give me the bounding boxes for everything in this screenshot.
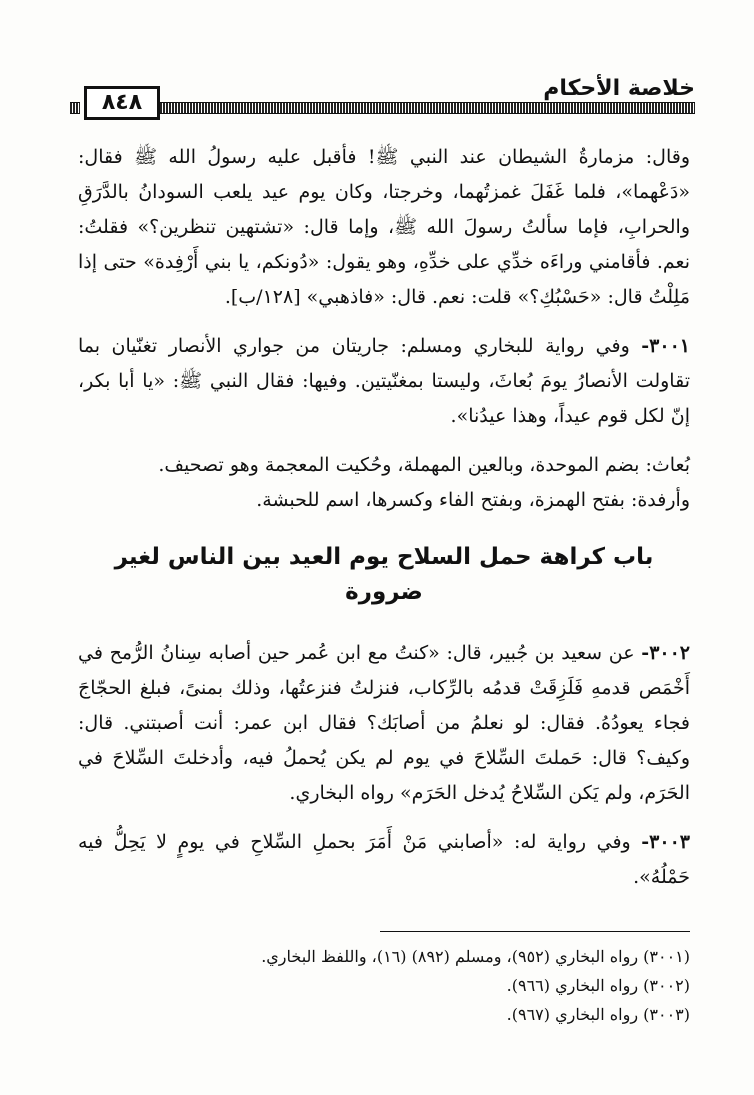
running-header bbox=[70, 72, 695, 128]
hadith-number: ٣٠٠٣- bbox=[641, 831, 690, 853]
book-title: خلاصة الأحكام bbox=[543, 76, 695, 101]
hadith-number: ٣٠٠١- bbox=[641, 335, 690, 357]
chapter-heading: باب كراهة حمل السلاح يوم العيد بين الناس لغير ضرورة bbox=[114, 544, 654, 605]
paragraph-3001 bbox=[78, 329, 690, 434]
footnote-item: (٣٠٠١) رواه البخاري (٩٥٢)، ومسلم (٨٩٢) (١٦)، واللفظ البخاري. bbox=[261, 947, 690, 966]
paragraph-text: وقال: مزمارةُ الشيطان عند النبي ﷺ! فأقبل عليه رسولُ الله ﷺ فقال: «دَعْهما»، فلما غَفَلَ غمزتُهما، وخرجتا، وكان يوم عيد يلعب السودانُ بالدَّرَقِ والحرابِ، فإما سألتُ رسولَ الله ﷺ، وإما قال: «تشتهين تنظرين؟» فقلتُ: نعم. فأقامني وراءَه خدِّي على خدِّهِ، وهو يقول: «دُونكم، يا بني أَرْفِدة» حتى إذا مَلِلْتُ قال: «حَسْبُكِ؟» قلت: نعم. قال: «فاذهبي» [١٢٨/ب]. bbox=[78, 146, 690, 308]
header-ornament-band bbox=[70, 102, 695, 114]
hadith-text: عن سعيد بن جُبير، قال: «كنتُ مع ابن عُمر حين أصابه سِنانُ الرُّمح في أَخْمَص قدمهِ فَلَزِقَتْ قدمُه بالرِّكاب، فنزلتُ فنزعتُها، وذلك بمنىً، فبلغ الحجّاجَ فجاء يعودُهُ. فقال: لو نعلمُ من أصابَك؟ فقال ابن عمر: أنت أصبتني. قال: وكيف؟ قال: حَملتَ السِّلاحَ في يوم لم يكن يُحملُ فيه، وأدخلتَ السِّلاحَ في الحَرَم، ولم يَكن السِّلاحُ يُدخل الحَرَم» رواه البخاري. bbox=[78, 642, 690, 804]
page-number: ٨٤٨ bbox=[84, 86, 160, 120]
paragraph-text: وفي رواية للبخاري ومسلم: جاريتان من جواري الأنصار تغنّيان بما تقاولت الأنصارُ يومَ بُعاثَ، وليستا بمغنّيتين. وفيها: فقال النبي ﷺ: «يا أبا بكر، إنّ لكل قوم عيداً، وهذا عيدُنا». bbox=[78, 335, 690, 427]
footnote-divider bbox=[380, 931, 690, 932]
footnote-item: (٣٠٠٣) رواه البخاري (٩٦٧). bbox=[506, 1005, 690, 1024]
footnotes bbox=[78, 942, 690, 1029]
note-arfida: وأرفدة: بفتح الهمزة، وبفتح الفاء وكسرها، اسم للحبشة. bbox=[256, 489, 690, 511]
hadith-number: ٣٠٠٢- bbox=[641, 642, 691, 664]
footnote-item: (٣٠٠٢) رواه البخاري (٩٦٦). bbox=[506, 976, 690, 995]
page-body bbox=[78, 140, 690, 909]
hadith-3003 bbox=[78, 825, 690, 895]
hadith-text: وفي رواية له: «أصابني مَنْ أَمَرَ بحملِ السِّلاحِ في يومٍ لا يَحِلُّ فيه حَمْلُهُ». bbox=[78, 831, 690, 888]
paragraph-continuation bbox=[78, 140, 690, 315]
hadith-3002 bbox=[78, 636, 690, 811]
note-buath: بُعاث: بضم الموحدة، وبالعين المهملة، وحُكيت المعجمة وهو تصحيف. bbox=[158, 454, 690, 476]
